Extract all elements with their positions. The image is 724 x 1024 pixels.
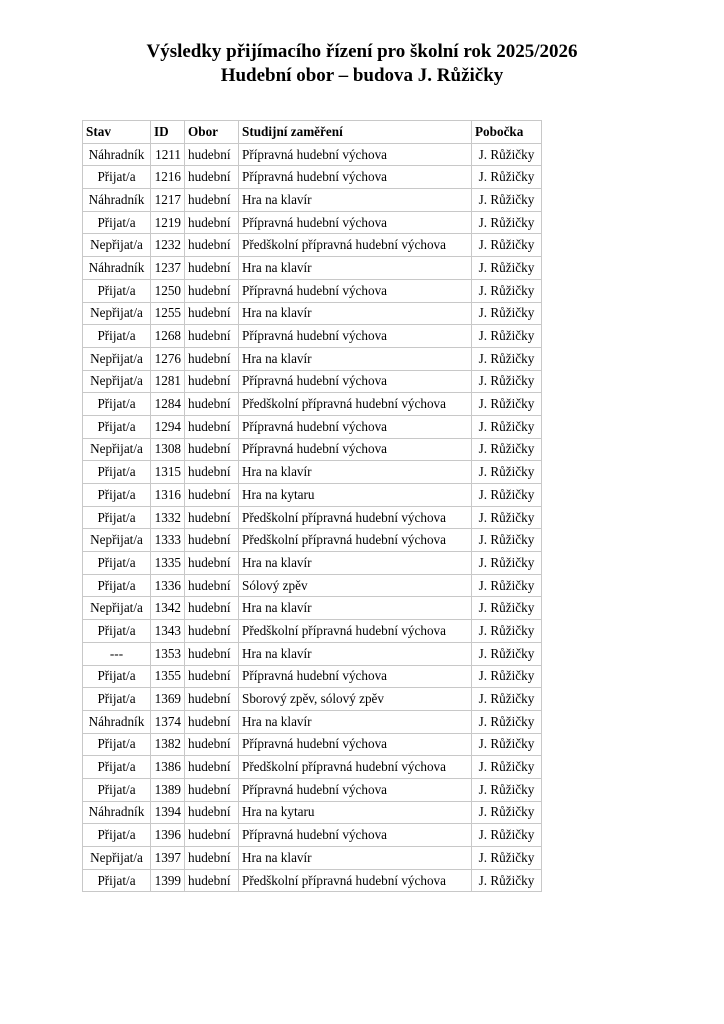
cell-obor: hudební <box>185 801 239 824</box>
cell-stav: Náhradník <box>83 801 151 824</box>
cell-obor: hudební <box>185 642 239 665</box>
cell-studijni-zamereni: Hra na klavír <box>239 847 472 870</box>
cell-pobocka: J. Růžičky <box>472 325 542 348</box>
table-row <box>83 552 542 575</box>
cell-stav: Nepřijat/a <box>83 302 151 325</box>
cell-obor: hudební <box>185 279 239 302</box>
cell-pobocka: J. Růžičky <box>472 778 542 801</box>
cell-studijni-zamereni: Přípravná hudební výchova <box>239 143 472 166</box>
cell-id: 1219 <box>151 211 185 234</box>
cell-id: 1255 <box>151 302 185 325</box>
cell-obor: hudební <box>185 211 239 234</box>
cell-obor: hudební <box>185 778 239 801</box>
cell-id: 1396 <box>151 824 185 847</box>
header-obor: Obor <box>185 121 239 144</box>
header-pobocka: Pobočka <box>472 121 542 144</box>
cell-stav: Náhradník <box>83 143 151 166</box>
cell-stav: Přijat/a <box>83 461 151 484</box>
table-row <box>83 143 542 166</box>
cell-obor: hudební <box>185 347 239 370</box>
cell-id: 1332 <box>151 506 185 529</box>
cell-studijni-zamereni: Sborový zpěv, sólový zpěv <box>239 688 472 711</box>
cell-id: 1237 <box>151 257 185 280</box>
cell-obor: hudební <box>185 710 239 733</box>
cell-id: 1211 <box>151 143 185 166</box>
cell-pobocka: J. Růžičky <box>472 642 542 665</box>
cell-id: 1374 <box>151 710 185 733</box>
cell-pobocka: J. Růžičky <box>472 484 542 507</box>
cell-stav: Přijat/a <box>83 506 151 529</box>
table-row <box>83 257 542 280</box>
cell-studijni-zamereni: Předškolní přípravná hudební výchova <box>239 869 472 892</box>
cell-studijni-zamereni: Přípravná hudební výchova <box>239 325 472 348</box>
table-row <box>83 665 542 688</box>
cell-id: 1336 <box>151 574 185 597</box>
cell-stav: Nepřijat/a <box>83 847 151 870</box>
cell-obor: hudební <box>185 824 239 847</box>
cell-stav: Přijat/a <box>83 778 151 801</box>
cell-studijni-zamereni: Přípravná hudební výchova <box>239 370 472 393</box>
cell-pobocka: J. Růžičky <box>472 688 542 711</box>
cell-pobocka: J. Růžičky <box>472 302 542 325</box>
cell-pobocka: J. Růžičky <box>472 438 542 461</box>
cell-id: 1342 <box>151 597 185 620</box>
results-table <box>82 120 542 892</box>
table-row <box>83 234 542 257</box>
cell-pobocka: J. Růžičky <box>472 665 542 688</box>
cell-studijni-zamereni: Přípravná hudební výchova <box>239 824 472 847</box>
cell-pobocka: J. Růžičky <box>472 869 542 892</box>
cell-stav: Přijat/a <box>83 552 151 575</box>
cell-stav: Přijat/a <box>83 665 151 688</box>
table-header-row <box>83 121 542 144</box>
cell-id: 1216 <box>151 166 185 189</box>
cell-pobocka: J. Růžičky <box>472 552 542 575</box>
cell-pobocka: J. Růžičky <box>472 234 542 257</box>
cell-stav: Přijat/a <box>83 574 151 597</box>
cell-stav: Přijat/a <box>83 484 151 507</box>
cell-studijni-zamereni: Předškolní přípravná hudební výchova <box>239 393 472 416</box>
table-row <box>83 710 542 733</box>
cell-studijni-zamereni: Hra na klavír <box>239 642 472 665</box>
document-title: Výsledky přijímacího řízení pro školní rok 2025/2026 <box>146 41 578 62</box>
cell-id: 1232 <box>151 234 185 257</box>
cell-id: 1399 <box>151 869 185 892</box>
cell-id: 1316 <box>151 484 185 507</box>
cell-pobocka: J. Růžičky <box>472 189 542 212</box>
cell-id: 1250 <box>151 279 185 302</box>
cell-id: 1268 <box>151 325 185 348</box>
cell-studijni-zamereni: Hra na klavír <box>239 257 472 280</box>
table-row <box>83 801 542 824</box>
cell-id: 1281 <box>151 370 185 393</box>
cell-id: 1355 <box>151 665 185 688</box>
cell-studijni-zamereni: Hra na klavír <box>239 552 472 575</box>
cell-studijni-zamereni: Hra na kytaru <box>239 801 472 824</box>
cell-pobocka: J. Růžičky <box>472 597 542 620</box>
cell-obor: hudební <box>185 756 239 779</box>
cell-stav: Náhradník <box>83 189 151 212</box>
cell-stav: Přijat/a <box>83 824 151 847</box>
cell-obor: hudební <box>185 506 239 529</box>
cell-studijni-zamereni: Předškolní přípravná hudební výchova <box>239 529 472 552</box>
cell-stav: Přijat/a <box>83 620 151 643</box>
cell-obor: hudební <box>185 143 239 166</box>
table-row <box>83 824 542 847</box>
cell-studijni-zamereni: Předškolní přípravná hudební výchova <box>239 620 472 643</box>
cell-pobocka: J. Růžičky <box>472 529 542 552</box>
cell-obor: hudební <box>185 257 239 280</box>
cell-stav: Přijat/a <box>83 415 151 438</box>
cell-id: 1369 <box>151 688 185 711</box>
cell-stav: Nepřijat/a <box>83 438 151 461</box>
cell-pobocka: J. Růžičky <box>472 574 542 597</box>
cell-stav: Náhradník <box>83 257 151 280</box>
cell-pobocka: J. Růžičky <box>472 211 542 234</box>
cell-studijni-zamereni: Hra na klavír <box>239 302 472 325</box>
table-row <box>83 733 542 756</box>
cell-stav: Nepřijat/a <box>83 529 151 552</box>
cell-id: 1389 <box>151 778 185 801</box>
cell-id: 1335 <box>151 552 185 575</box>
table-row <box>83 778 542 801</box>
cell-studijni-zamereni: Přípravná hudební výchova <box>239 279 472 302</box>
table-row <box>83 574 542 597</box>
cell-pobocka: J. Růžičky <box>472 801 542 824</box>
cell-pobocka: J. Růžičky <box>472 847 542 870</box>
table-row <box>83 756 542 779</box>
cell-stav: Přijat/a <box>83 393 151 416</box>
cell-studijni-zamereni: Hra na klavír <box>239 710 472 733</box>
cell-studijni-zamereni: Přípravná hudební výchova <box>239 733 472 756</box>
cell-obor: hudební <box>185 461 239 484</box>
cell-obor: hudební <box>185 665 239 688</box>
cell-pobocka: J. Růžičky <box>472 710 542 733</box>
cell-id: 1308 <box>151 438 185 461</box>
cell-pobocka: J. Růžičky <box>472 347 542 370</box>
cell-obor: hudební <box>185 234 239 257</box>
cell-studijni-zamereni: Předškolní přípravná hudební výchova <box>239 234 472 257</box>
cell-id: 1386 <box>151 756 185 779</box>
table-row <box>83 211 542 234</box>
cell-pobocka: J. Růžičky <box>472 166 542 189</box>
cell-stav: Nepřijat/a <box>83 370 151 393</box>
table-row <box>83 688 542 711</box>
cell-stav: Nepřijat/a <box>83 597 151 620</box>
cell-studijni-zamereni: Přípravná hudební výchova <box>239 665 472 688</box>
cell-stav: Přijat/a <box>83 211 151 234</box>
table-row <box>83 347 542 370</box>
cell-id: 1284 <box>151 393 185 416</box>
cell-obor: hudební <box>185 847 239 870</box>
table-row <box>83 529 542 552</box>
table-row <box>83 847 542 870</box>
document-subtitle: Hudební obor – budova J. Růžičky <box>220 65 504 86</box>
cell-pobocka: J. Růžičky <box>472 393 542 416</box>
cell-stav: Přijat/a <box>83 325 151 348</box>
table-row <box>83 869 542 892</box>
cell-pobocka: J. Růžičky <box>472 733 542 756</box>
cell-obor: hudební <box>185 370 239 393</box>
cell-studijni-zamereni: Předškolní přípravná hudební výchova <box>239 756 472 779</box>
table-row <box>83 438 542 461</box>
cell-obor: hudební <box>185 869 239 892</box>
table-row <box>83 302 542 325</box>
cell-stav: Přijat/a <box>83 279 151 302</box>
cell-studijni-zamereni: Předškolní přípravná hudební výchova <box>239 506 472 529</box>
cell-id: 1394 <box>151 801 185 824</box>
cell-stav: Nepřijat/a <box>83 347 151 370</box>
cell-studijni-zamereni: Hra na kytaru <box>239 484 472 507</box>
header-stav: Stav <box>83 121 151 144</box>
table-row <box>83 325 542 348</box>
cell-studijni-zamereni: Hra na klavír <box>239 461 472 484</box>
cell-obor: hudební <box>185 302 239 325</box>
cell-pobocka: J. Růžičky <box>472 756 542 779</box>
cell-obor: hudební <box>185 438 239 461</box>
cell-studijni-zamereni: Přípravná hudební výchova <box>239 415 472 438</box>
cell-stav: Přijat/a <box>83 756 151 779</box>
cell-obor: hudební <box>185 733 239 756</box>
cell-id: 1276 <box>151 347 185 370</box>
cell-stav: Přijat/a <box>83 688 151 711</box>
cell-studijni-zamereni: Přípravná hudební výchova <box>239 778 472 801</box>
cell-obor: hudební <box>185 529 239 552</box>
cell-stav: Přijat/a <box>83 869 151 892</box>
cell-obor: hudební <box>185 597 239 620</box>
cell-id: 1397 <box>151 847 185 870</box>
cell-obor: hudební <box>185 574 239 597</box>
cell-obor: hudební <box>185 620 239 643</box>
header-id: ID <box>151 121 185 144</box>
cell-studijni-zamereni: Hra na klavír <box>239 189 472 212</box>
cell-studijni-zamereni: Přípravná hudební výchova <box>239 211 472 234</box>
table-row <box>83 279 542 302</box>
cell-pobocka: J. Růžičky <box>472 824 542 847</box>
cell-pobocka: J. Růžičky <box>472 279 542 302</box>
cell-obor: hudební <box>185 415 239 438</box>
cell-stav: Přijat/a <box>83 733 151 756</box>
cell-obor: hudební <box>185 189 239 212</box>
cell-studijni-zamereni: Přípravná hudební výchova <box>239 166 472 189</box>
cell-obor: hudební <box>185 688 239 711</box>
table-body <box>83 143 542 892</box>
cell-pobocka: J. Růžičky <box>472 143 542 166</box>
table-row <box>83 415 542 438</box>
cell-studijni-zamereni: Sólový zpěv <box>239 574 472 597</box>
table-row <box>83 393 542 416</box>
cell-id: 1353 <box>151 642 185 665</box>
header-studijni-zamereni: Studijní zaměření <box>239 121 472 144</box>
cell-id: 1343 <box>151 620 185 643</box>
cell-stav: --- <box>83 642 151 665</box>
table-row <box>83 166 542 189</box>
cell-id: 1294 <box>151 415 185 438</box>
cell-studijni-zamereni: Hra na klavír <box>239 597 472 620</box>
cell-id: 1382 <box>151 733 185 756</box>
cell-pobocka: J. Růžičky <box>472 415 542 438</box>
cell-pobocka: J. Růžičky <box>472 370 542 393</box>
cell-stav: Přijat/a <box>83 166 151 189</box>
cell-id: 1315 <box>151 461 185 484</box>
cell-stav: Náhradník <box>83 710 151 733</box>
cell-pobocka: J. Růžičky <box>472 461 542 484</box>
cell-id: 1333 <box>151 529 185 552</box>
cell-obor: hudební <box>185 393 239 416</box>
cell-pobocka: J. Růžičky <box>472 257 542 280</box>
table-row <box>83 642 542 665</box>
table-row <box>83 597 542 620</box>
cell-studijni-zamereni: Hra na klavír <box>239 347 472 370</box>
table-row <box>83 461 542 484</box>
cell-pobocka: J. Růžičky <box>472 506 542 529</box>
table-row <box>83 620 542 643</box>
table-row <box>83 189 542 212</box>
cell-obor: hudební <box>185 166 239 189</box>
cell-obor: hudební <box>185 552 239 575</box>
cell-pobocka: J. Růžičky <box>472 620 542 643</box>
table-row <box>83 370 542 393</box>
cell-id: 1217 <box>151 189 185 212</box>
cell-obor: hudební <box>185 484 239 507</box>
cell-stav: Nepřijat/a <box>83 234 151 257</box>
table-row <box>83 506 542 529</box>
cell-studijni-zamereni: Přípravná hudební výchova <box>239 438 472 461</box>
cell-obor: hudební <box>185 325 239 348</box>
table-row <box>83 484 542 507</box>
